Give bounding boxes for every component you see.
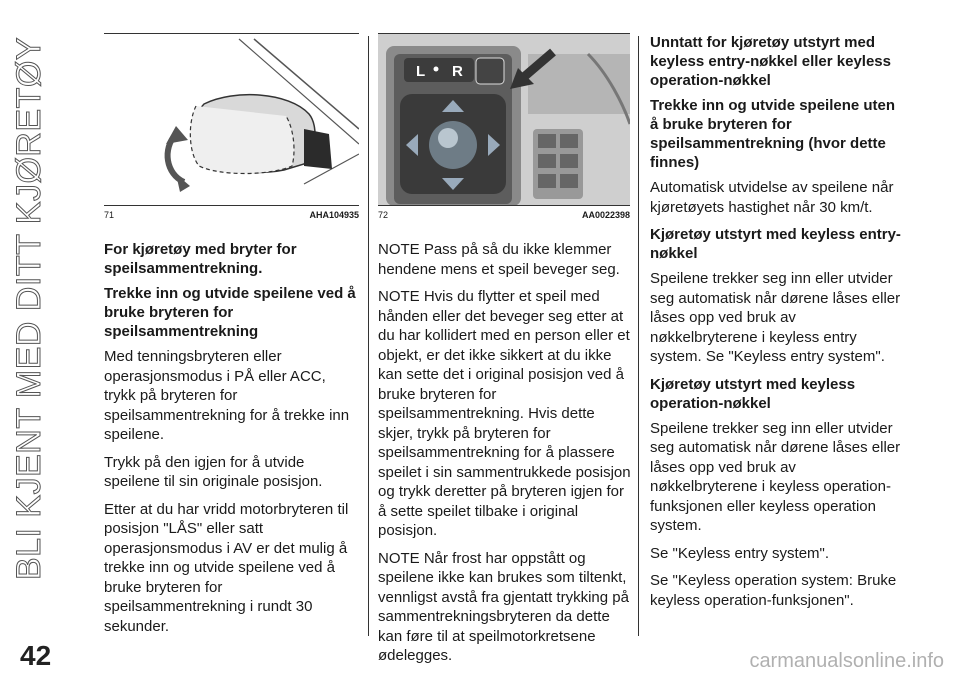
column-divider-2 (638, 36, 639, 636)
figure-72-number: 72 (378, 210, 389, 220)
note: NOTE Pass på så du ikke klemmer hendene mens et speil beveger seg. (378, 241, 620, 278)
figure-72 (378, 33, 630, 224)
folding-mirror-icon (104, 34, 359, 206)
section-heading-fold-without-switch: Trekke inn og utvide speilene uten å bruke bryteren for speilsammentrekning (hvor dette finnes) (650, 97, 896, 171)
switch-left-label: L (416, 63, 426, 80)
column-1 (104, 240, 359, 644)
section-heading-keyless-operation: Kjøretøy utstyrt med keyless operation-nøkkel (650, 375, 856, 412)
section-heading-except-keyless: Unntatt for kjøretøy utstyrt med keyless entry-nøkkel eller keyless operation-nøkkel (650, 34, 891, 89)
chapter-title (2, 8, 58, 608)
figure-72-caption (378, 205, 630, 224)
figure-72-code: AA0022398 (581, 210, 630, 220)
switch-illustration (378, 34, 630, 206)
paragraph: Speilene trekker seg inn eller utvider seg automatisk når dørene låses eller låses opp ved bruk av nøkkelbryterene i keyless operation-funksjonen eller keyless operation system. (650, 419, 901, 534)
paragraph: Med tenningsbryteren eller operasjonsmodus i PÅ eller ACC, trykk på bryteren for speilsammentrekning for å trekke inn speilene. (104, 348, 350, 443)
mirror-illustration (104, 34, 359, 206)
section-heading-fold-with-switch: Trekke inn og utvide speilene ved å bruke bryteren for speilsammentrekning (104, 285, 356, 340)
paragraph: Se "Keyless operation system: Bruke keyless operation-funksjonen". (650, 572, 897, 609)
figure-71 (104, 33, 359, 224)
mirror-switch-icon (378, 34, 630, 206)
paragraph: Trykk på den igjen for å utvide speilene til sin originale posisjon. (104, 453, 323, 490)
column-2 (378, 240, 633, 674)
chapter-title-text: BLI KJENT MED DITT KJØRETØY (10, 36, 49, 580)
paragraph: Speilene trekker seg inn eller utvider seg automatisk når dørene låses eller låses opp ved bruk av nøkkelbryterene i keyless entry system. Se "Keyless entry system". (650, 270, 901, 365)
paragraph: Etter at du har vridd motorbryteren til posisjon "LÅS" eller satt operasjonsmodus i AV er det mulig å trekke inn og utvide speilene ved å bruke bryteren for speilsammentrekning i rundt 30 sekunder. (104, 500, 349, 635)
note: NOTE Hvis du flytter et speil med hånden eller det beveger seg etter at du har kollidert med en person eller et objekt, er det ikke sikkert at du ikke kan sette det i original posisjon ved å bruke bryteren for speilsammentrekning. Hvis dette skjer, trykk på bryteren for speilsammentrekning for å plassere speilet i sin sammentrukkede posisjon og trykk deretter på bryteren igjen for å sette speilet tilbake i original posisjon. (378, 288, 631, 539)
switch-right-label: R (452, 63, 463, 80)
figure-71-caption (104, 205, 359, 224)
figure-71-code: AHA104935 (309, 210, 359, 220)
figure-71-number: 71 (104, 210, 115, 220)
section-heading-switch-vehicles: For kjøretøy med bryter for speilsammentrekning. (104, 241, 297, 277)
note: NOTE Når frost har oppstått og speilene ikke kan brukes som tiltenkt, vennligst avstå fra gjentatt trykking på sammentrekningsbryteren da dette kan føre til at speilmotorkretsene ødelegges. (378, 549, 629, 664)
section-heading-keyless-entry: Kjøretøy utstyrt med keyless entry-nøkkel (650, 226, 901, 262)
column-divider-1 (368, 36, 369, 636)
paragraph: Automatisk utvidelse av speilene når kjøretøyets hastighet når 30 km/t. (650, 179, 894, 216)
page-number: 42 (20, 640, 52, 671)
column-3 (650, 33, 905, 618)
paragraph: Se "Keyless entry system". (650, 544, 830, 562)
watermark: carmanualsonline.info (749, 650, 944, 672)
